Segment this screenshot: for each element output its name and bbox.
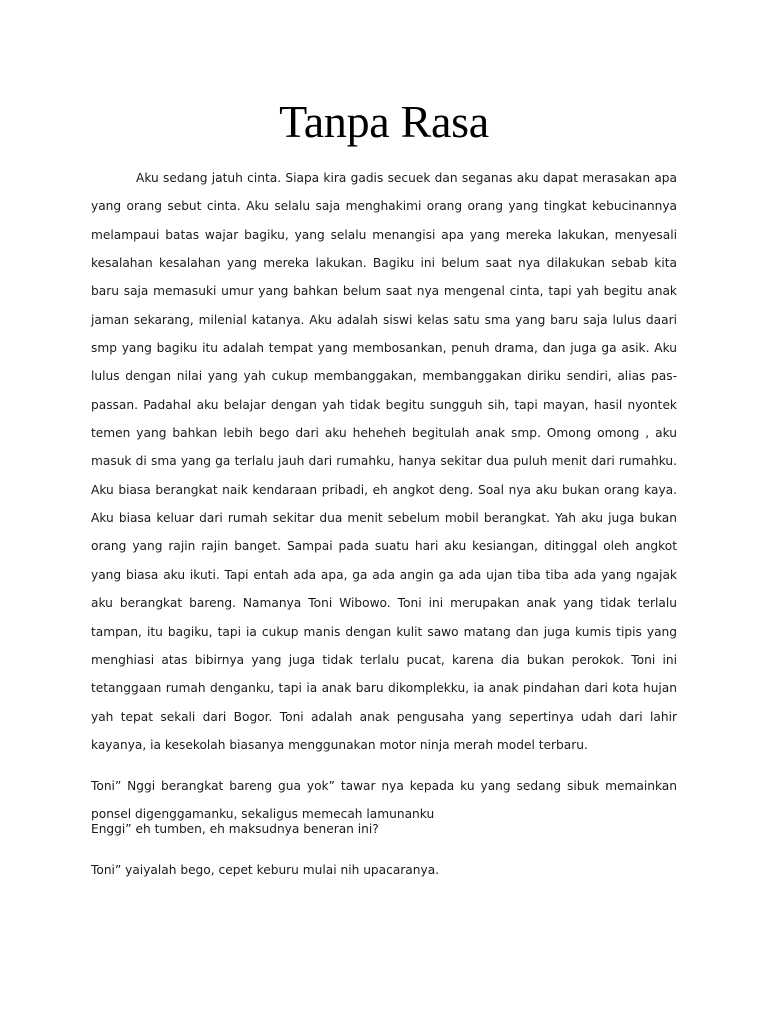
dialog-paragraph-toni-invite: Toni” Nggi berangkat bareng gua yok” tawar nya kepada ku yang sedang sibuk memainkan ponsel digenggamanku, sekaligus memecah lamunanku — [91, 779, 677, 821]
story-paragraph-main: Aku sedang jatuh cinta. Siapa kira gadis secuek dan seganas aku dapat merasakan apa yang orang sebut cinta. Aku selalu saja menghakimi orang orang yang tingkat kebucinannya melampaui batas wajar bagiku, yang selalu menangisi apa yang mereka lakukan, menyesali kesalahan kesalahan yang mereka lakukan. Bagiku ini belum saat nya dilakukan sebab kita baru saja memasuki umur yang bahkan belum saat nya mengenal cinta, tapi yah begitu anak jaman sekarang, milenial katanya. Aku adalah siswi kelas satu sma yang baru saja lulus daari smp yang bagiku itu adalah tempat yang membosankan, penuh drama, dan juga ga asik. Aku lulus dengan nilai yang yah cukup membanggakan, membanggakan diriku sendiri, alias pas-passan. Padahal aku belajar dengan yah tidak begitu sungguh sih, tapi mayan, hasil nyontek temen yang bahkan lebih bego dari aku heheheh begitulah anak smp. Omong omong , aku masuk di sma yang ga terlalu jauh dari rumahku, hanya sekitar dua puluh menit dari rumahku. Aku biasa berangkat naik kendaraan pribadi, eh angkot deng. Soal nya aku bukan orang kaya. Aku biasa keluar dari rumah sekitar dua menit sebelum mobil berangkat. Yah aku juga bukan orang yang rajin rajin banget. Sampai pada suatu hari aku kesiangan, ditinggal oleh angkot yang biasa aku ikuti. Tapi entah ada apa, ga ada angin ga ada ujan tiba tiba ada yang ngajak aku berangkat bareng. Namanya Toni Wibowo. Toni ini merupakan anak yang tidak terlalu tampan, itu bagiku, tapi ia cukup manis dengan kulit sawo matang dan juga kumis tipis yang menghiasi atas bibirnya yang juga tidak terlalu pucat, karena dia bukan perokok. Toni ini tetanggaan rumah denganku, tapi ia anak baru dikomplekku, ia anak pindahan dari kota hujan yah tepat sekali dari Bogor. Toni adalah anak pengusaha yang sepertinya udah dari lahir kayanya, ia kesekolah biasanya menggunakan motor ninja merah model terbaru. — [91, 171, 677, 752]
dialog-paragraph-enggi-reply: Enggi” eh tumben, eh maksudnya beneran ini? — [91, 822, 379, 836]
dialog-paragraph-toni-reply: Toni” yaiyalah bego, cepet keburu mulai nih upacaranya. — [91, 863, 440, 877]
document-title: Tanpa Rasa — [279, 96, 489, 147]
